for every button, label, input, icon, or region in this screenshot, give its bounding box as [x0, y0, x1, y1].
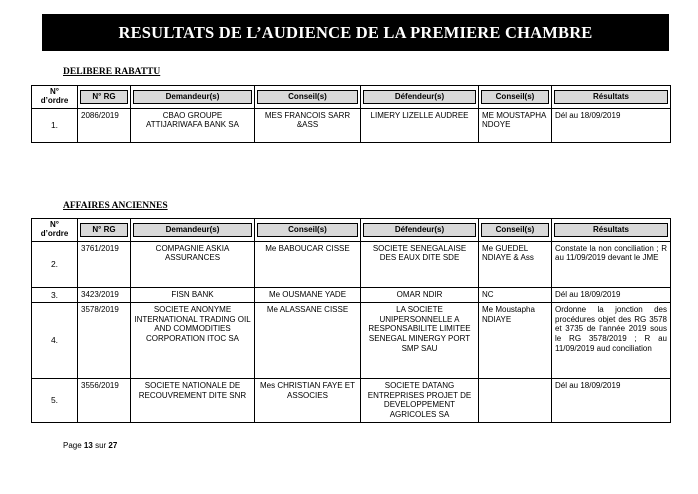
table-header-row — [32, 86, 671, 109]
cell-defendeur: LA SOCIETE UNIPERSONNELLE A RESPONSABILITE LIMITEE SENEGAL MINERGY PORT SMP SAU — [361, 302, 479, 378]
cell-demandeur: CBAO GROUPE ATTIJARIWAFA BANK SA — [131, 108, 255, 142]
cell-defendeur: LIMERY LIZELLE AUDREE — [361, 108, 479, 142]
cell-rg: 3761/2019 — [78, 241, 131, 287]
cell-defendeur: SOCIETE DATANG ENTREPRISES PROJET DE DEVELOPPEMENT AGRICOLES SA — [361, 378, 479, 422]
cell-resultats: Dél au 18/09/2019 — [552, 287, 671, 302]
cell-conseil2 — [479, 378, 552, 422]
section-title-affaires: AFFAIRES ANCIENNES — [63, 201, 168, 211]
cell-conseil: Me BABOUCAR CISSE — [255, 241, 361, 287]
cell-resultats: Dél au 18/09/2019 — [552, 378, 671, 422]
header-resultats: Résultats — [552, 86, 671, 109]
header-defendeur: Défendeur(s) — [361, 86, 479, 109]
footer-current-page: 13 — [83, 441, 93, 450]
cell-defendeur: OMAR NDIR — [361, 287, 479, 302]
table-row — [32, 302, 671, 378]
cell-conseil: Me OUSMANE YADE — [255, 287, 361, 302]
header-ordre: N° d’ordre — [32, 86, 78, 109]
cell-conseil2: NC — [479, 287, 552, 302]
cell-resultats: Constate la non conciliation ; R au 11/09/2019 devant le JME — [552, 241, 671, 287]
header-conseil: Conseil(s) — [255, 219, 361, 242]
cell-defendeur: SOCIETE SENEGALAISE DES EAUX DITE SDE — [361, 241, 479, 287]
footer-sep: sur — [95, 441, 107, 450]
cell-conseil: Me ALASSANE CISSE — [255, 302, 361, 378]
cell-ordre: 5. — [32, 378, 78, 422]
cell-resultats: Ordonne la jonction des procédures objet des RG 3578 et 3735 de l’année 2019 sous le RG 3578/2019 ; R au 11/09/2019 aud conciliation — [552, 302, 671, 378]
banner-title: RESULTATS DE L’AUDIENCE DE LA PREMIERE CHAMBRE — [118, 22, 593, 42]
page-banner — [42, 14, 669, 51]
cell-rg: 3423/2019 — [78, 287, 131, 302]
header-resultats: Résultats — [552, 219, 671, 242]
cell-demandeur: SOCIETE NATIONALE DE RECOUVREMENT DITE SNR — [131, 378, 255, 422]
cell-ordre: 4. — [32, 302, 78, 378]
section-title-delibere: DELIBERE RABATTU — [63, 67, 161, 77]
cell-conseil2: ME MOUSTAPHA NDOYE — [479, 108, 552, 142]
header-ordre: N° d’ordre — [32, 219, 78, 242]
cell-rg: 2086/2019 — [78, 108, 131, 142]
footer-total-pages: 27 — [108, 441, 118, 450]
delibere-table — [31, 85, 671, 143]
header-demandeur: Demandeur(s) — [131, 219, 255, 242]
page-footer — [63, 441, 117, 450]
cell-conseil: MES FRANCOIS SARR &ASS — [255, 108, 361, 142]
header-demandeur: Demandeur(s) — [131, 86, 255, 109]
table-header-row — [32, 219, 671, 242]
cell-conseil2: Me GUEDEL NDIAYE & Ass — [479, 241, 552, 287]
table-row — [32, 378, 671, 422]
cell-rg: 3578/2019 — [78, 302, 131, 378]
cell-ordre: 2. — [32, 241, 78, 287]
cell-demandeur: SOCIETE ANONYME INTERNATIONAL TRADING OIL AND COMMODITIES CORPORATION ITOC SA — [131, 302, 255, 378]
header-conseil2: Conseil(s) — [479, 219, 552, 242]
cell-resultats: Dél au 18/09/2019 — [552, 108, 671, 142]
table-row — [32, 241, 671, 287]
header-rg: N° RG — [78, 219, 131, 242]
cell-demandeur: COMPAGNIE ASKIA ASSURANCES — [131, 241, 255, 287]
header-conseil2: Conseil(s) — [479, 86, 552, 109]
header-conseil: Conseil(s) — [255, 86, 361, 109]
footer-page-label: Page — [63, 441, 82, 450]
cell-ordre: 1. — [32, 108, 78, 142]
cell-ordre: 3. — [32, 287, 78, 302]
cell-conseil: Mes CHRISTIAN FAYE ET ASSOCIES — [255, 378, 361, 422]
cell-rg: 3556/2019 — [78, 378, 131, 422]
header-defendeur: Défendeur(s) — [361, 219, 479, 242]
affaires-table — [31, 218, 671, 423]
cell-conseil2: Me Moustapha NDIAYE — [479, 302, 552, 378]
table-row — [32, 287, 671, 302]
header-rg: N° RG — [78, 86, 131, 109]
cell-demandeur: FISN BANK — [131, 287, 255, 302]
table-row — [32, 108, 671, 142]
